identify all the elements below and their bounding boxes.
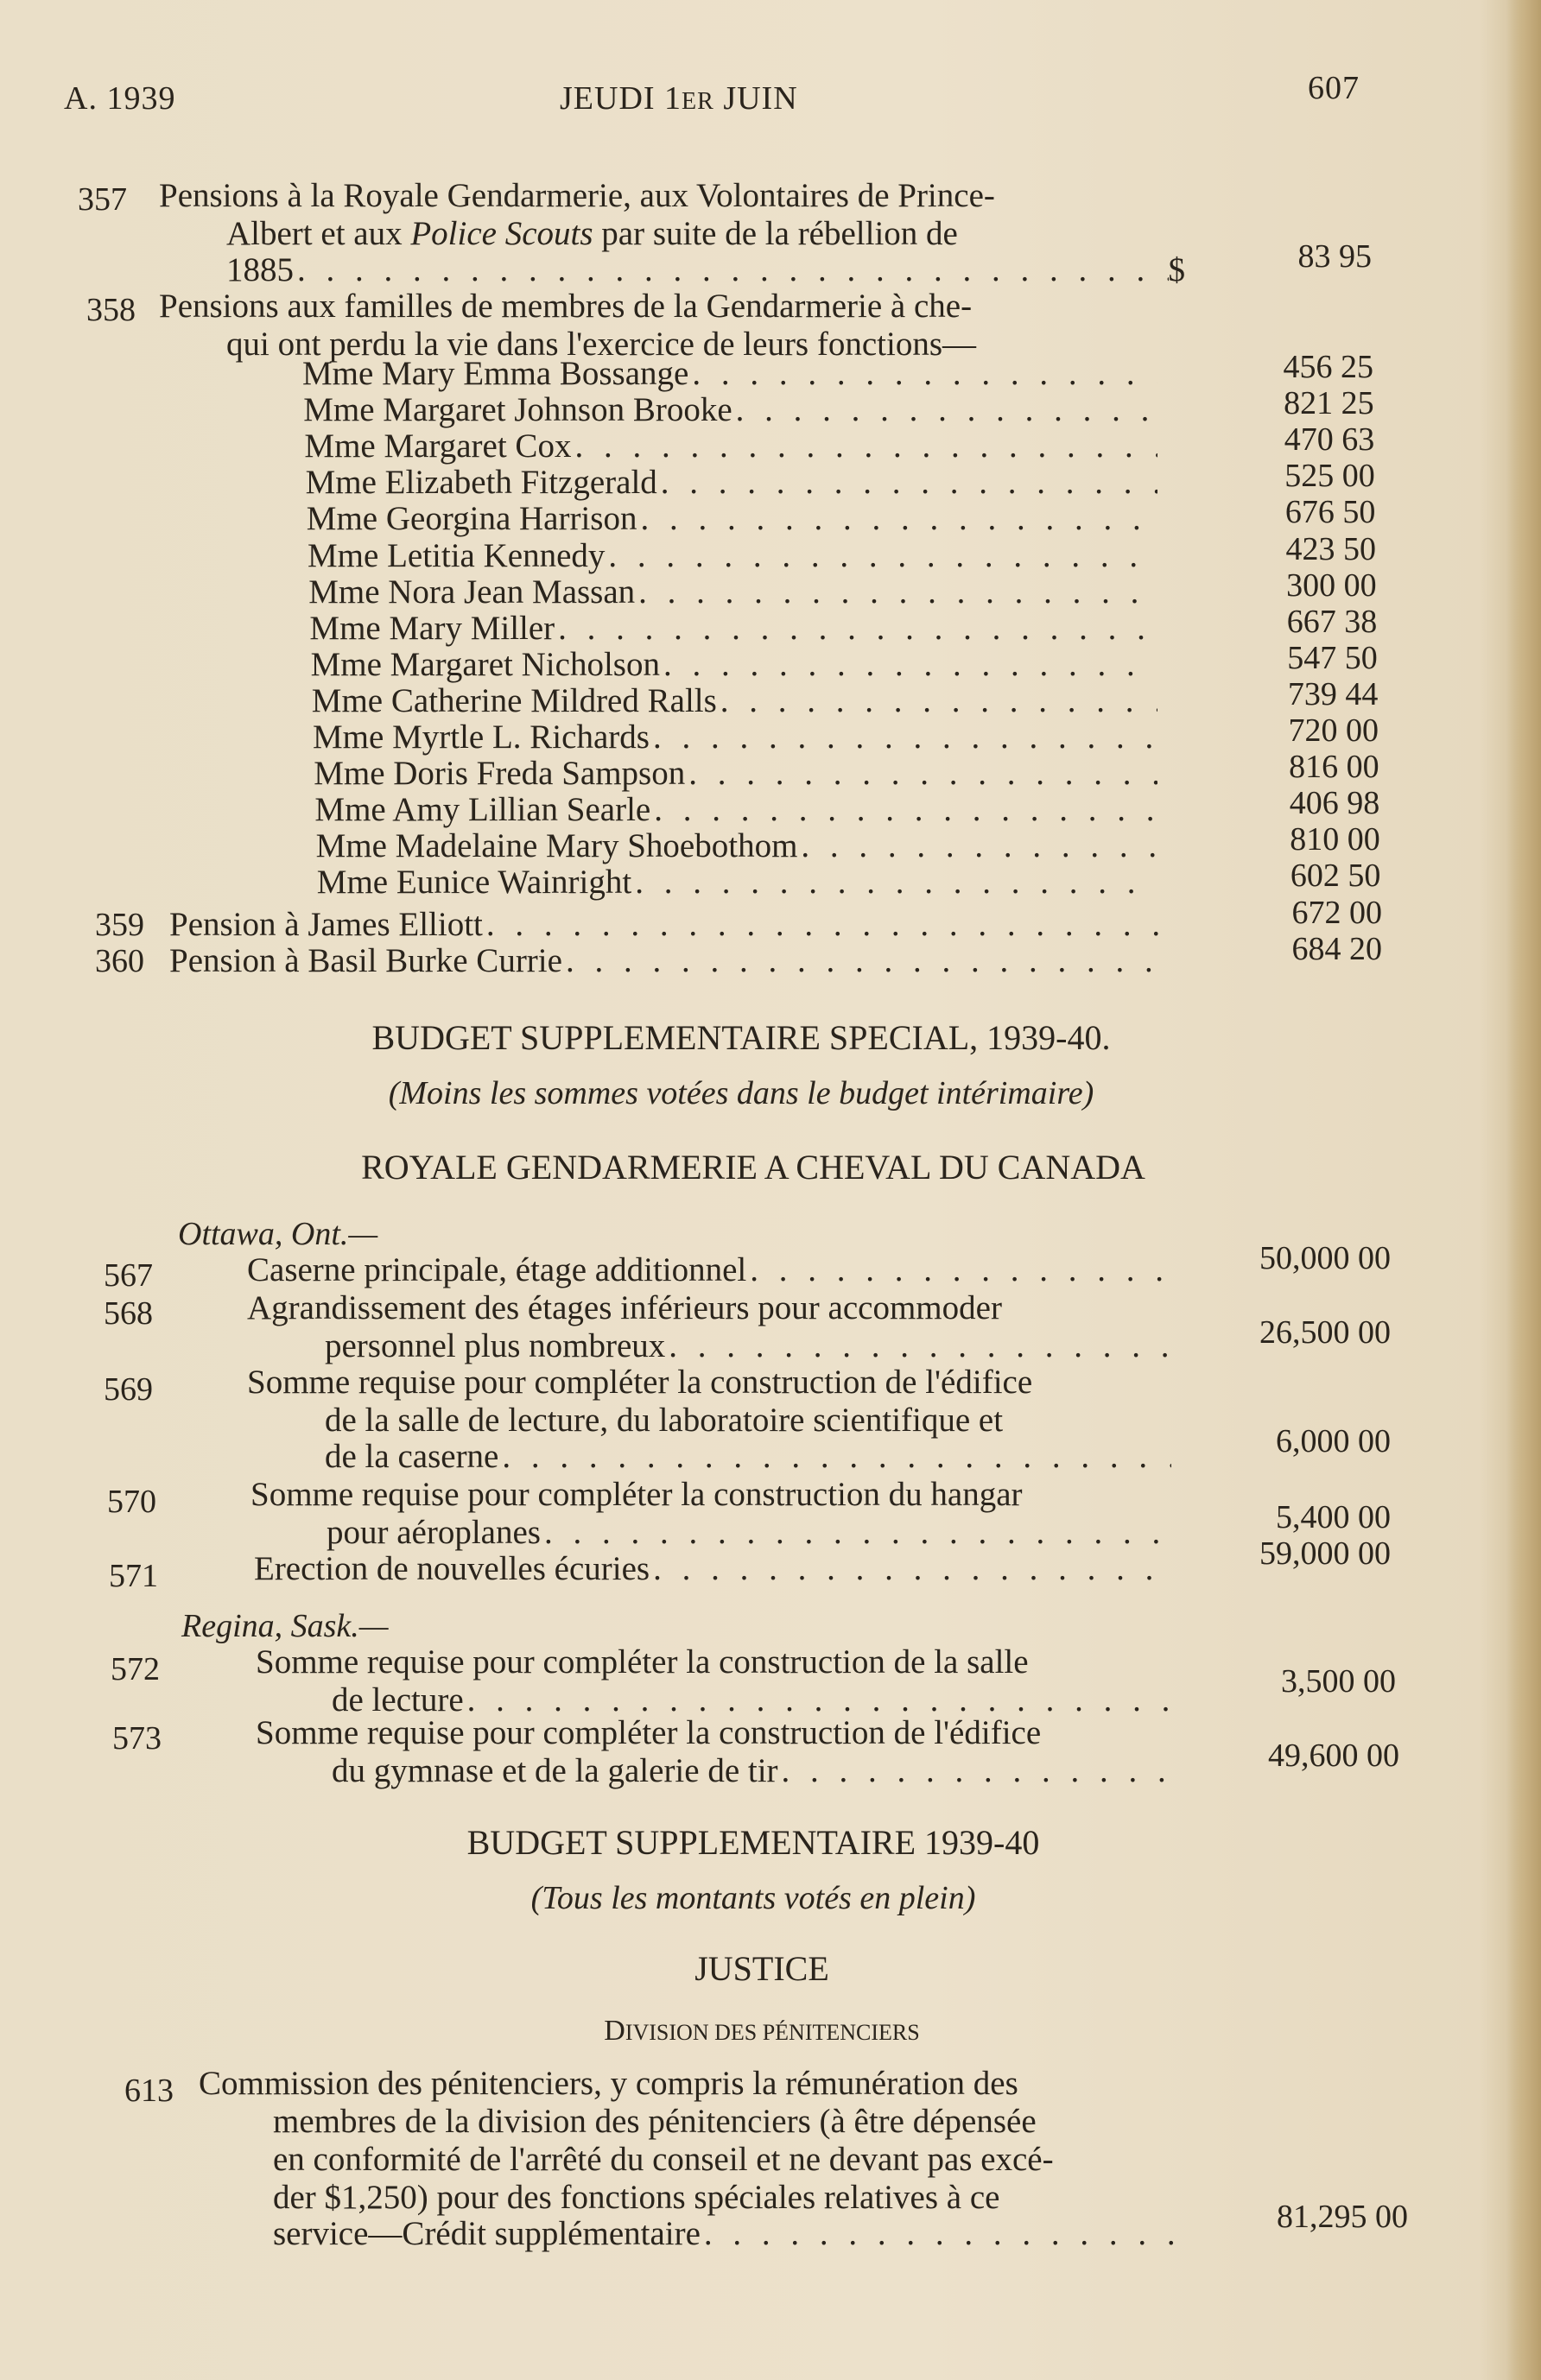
pensioner-amount: 667 38 [1286, 603, 1378, 640]
pension-row-359 [169, 907, 1163, 943]
pensioner-row [309, 611, 1157, 647]
pension-row-360 [169, 943, 1163, 979]
pensioner-name: Mme Mary Emma Bossange [302, 355, 689, 392]
leader-dots [736, 392, 1157, 428]
pensioner-amount: 602 50 [1290, 858, 1381, 895]
item-number-357: 357 [78, 181, 127, 218]
leader-dots [297, 252, 1169, 288]
pensioner-amount: 423 50 [1285, 530, 1376, 567]
pensioner-row [304, 428, 1157, 465]
item-613-line2: membres de la division des pénitenciers (à être dépensée [273, 2103, 1037, 2140]
pensioner-name: Mme Madelaine Mary Shoebothom [315, 827, 798, 865]
pension-label: Pension à James Elliott [169, 906, 483, 943]
item-569-amount: 6,000 00 [1276, 1423, 1391, 1459]
item-number-613: 613 [124, 2073, 174, 2109]
pensioner-row [312, 683, 1157, 719]
pensioner-row [302, 356, 1157, 392]
item-569-line1: Somme requise pour compléter la construction de l'édifice [247, 1364, 1033, 1401]
item-568-label2: personnel plus nombreux [325, 1327, 666, 1364]
item-number-571: 571 [109, 1558, 158, 1594]
division-heading-rest: IVISION DES PÉNITENCIERS [625, 2020, 920, 2045]
leader-dots [635, 864, 1157, 901]
leader-dots [720, 683, 1157, 719]
leader-dots [750, 1252, 1171, 1288]
pensioner-row [306, 465, 1157, 501]
leader-dots [669, 1328, 1171, 1364]
item-568-line2 [325, 1328, 1171, 1364]
item-572-amount: 3,500 00 [1281, 1663, 1396, 1700]
leader-dots [704, 2216, 1187, 2252]
item-613-amount: 81,295 00 [1277, 2199, 1408, 2235]
pensioner-name: Mme Mary Miller [309, 609, 555, 647]
header-date-main: JEUDI 1 [560, 80, 682, 117]
item-357-year: 1885 [226, 251, 294, 288]
pensioner-row [307, 501, 1157, 537]
item-573-label2: du gymnase et de la galerie de tir [332, 1752, 778, 1789]
item-number-568: 568 [104, 1295, 153, 1332]
pensioner-name: Mme Letitia Kennedy [308, 536, 606, 574]
item-569-label3: de la caserne [325, 1438, 499, 1475]
pensioner-row [314, 756, 1157, 792]
header-date [560, 79, 798, 117]
pension-amount-360: 684 20 [1291, 931, 1382, 967]
section-subtitle-special: (Moins les sommes votées dans le budget intérimaire) [388, 1075, 1094, 1111]
item-571-label: Erection de nouvelles écuries [254, 1550, 650, 1587]
item-570-amount: 5,400 00 [1276, 1499, 1391, 1535]
pensioner-row [303, 392, 1157, 428]
item-571-line1 [254, 1551, 1173, 1587]
leader-dots [663, 647, 1157, 683]
section-subtitle-supplementary: (Tous les montants votés en plein) [530, 1880, 976, 1916]
pensioner-name: Mme Margaret Cox [304, 427, 572, 465]
item-572-label2: de lecture [332, 1681, 464, 1719]
pensioner-amount: 676 50 [1284, 494, 1376, 531]
section-heading-justice: JUSTICE [694, 1949, 829, 1988]
leader-dots [574, 428, 1157, 465]
item-570-line2 [327, 1515, 1173, 1551]
pensioner-row [311, 647, 1157, 683]
header-date-sup: ER [682, 88, 714, 115]
item-number-359: 359 [95, 907, 144, 943]
item-570-label2: pour aéroplanes [327, 1514, 541, 1551]
leader-dots [801, 828, 1157, 864]
dollar-sign: $ [1168, 251, 1185, 288]
item-572-line1: Somme requise pour compléter la construction de la salle [256, 1643, 1029, 1681]
pensioner-amount: 821 25 [1284, 385, 1374, 422]
pensioner-amount: 739 44 [1287, 675, 1379, 712]
section-title-special: BUDGET SUPPLEMENTAIRE SPECIAL, 1939-40. [371, 1018, 1111, 1057]
item-358-line1: Pensions aux familles de membres de la Gendarmerie à che- [159, 288, 973, 325]
item-613-line3: en conformité de l'arrêté du conseil et ne devant pas excé- [273, 2141, 1054, 2178]
pensioner-row [308, 574, 1157, 611]
leader-dots [558, 611, 1157, 647]
section-title-supplementary: BUDGET SUPPLEMENTAIRE 1939-40 [466, 1823, 1040, 1862]
pensioner-amount: 300 00 [1286, 567, 1377, 604]
leader-dots [467, 1682, 1178, 1719]
pensioner-amount: 720 00 [1288, 712, 1379, 749]
item-number-569: 569 [104, 1371, 153, 1408]
leader-dots [544, 1515, 1173, 1551]
leader-dots [640, 501, 1157, 537]
pensioner-name: Mme Doris Freda Sampson [314, 755, 686, 793]
pensioner-row [308, 538, 1157, 574]
item-571-amount: 59,000 00 [1259, 1535, 1391, 1572]
pensioner-name: Mme Elizabeth Fitzgerald [305, 464, 657, 502]
division-heading-cap: D [604, 2015, 625, 2047]
item-613-label5: service—Crédit supplémentaire [273, 2215, 701, 2252]
pensioner-amount: 525 00 [1284, 458, 1375, 495]
item-567-line1 [247, 1252, 1171, 1288]
item-357-line2a: Albert et aux [226, 215, 411, 252]
item-573-line2 [332, 1753, 1182, 1789]
leader-dots [653, 1551, 1173, 1587]
item-357-amount: 83 95 [1297, 238, 1372, 275]
header-year: A. 1939 [64, 80, 176, 117]
pensioner-name: Mme Catherine Mildred Ralls [311, 681, 717, 719]
pensioner-name: Mme Georgina Harrison [306, 500, 637, 538]
leader-dots [692, 356, 1157, 392]
item-number-358: 358 [86, 292, 136, 328]
page-number: 607 [1308, 70, 1360, 106]
pension-label: Pension à Basil Burke Currie [169, 942, 562, 979]
pensioner-amount: 470 63 [1284, 421, 1375, 459]
item-613-line5 [273, 2216, 1187, 2252]
pensioner-row [317, 864, 1157, 901]
leader-dots [661, 465, 1157, 501]
item-570-line1: Somme requise pour compléter la construction du hangar [250, 1476, 1023, 1513]
item-572-line2 [332, 1682, 1178, 1719]
leader-dots [566, 943, 1163, 979]
item-number-567: 567 [104, 1257, 153, 1294]
leader-dots [502, 1439, 1171, 1475]
leader-dots [782, 1753, 1182, 1789]
item-357-police-scouts: Police Scouts [410, 215, 593, 252]
pensioner-name: Mme Nora Jean Massan [308, 573, 636, 611]
header-date-end: JUIN [713, 80, 798, 117]
division-heading [0, 2012, 1532, 2052]
leader-dots [486, 907, 1163, 943]
item-573-line1: Somme requise pour compléter la construction de l'édifice [256, 1714, 1042, 1751]
pensioner-row [316, 828, 1157, 864]
item-number-572: 572 [111, 1651, 160, 1687]
item-number-570: 570 [107, 1484, 156, 1520]
pensioner-row [313, 719, 1157, 756]
item-358-line2: qui ont perdu la vie dans l'exercice de leurs fonctions— [226, 326, 976, 363]
item-568-line1: Agrandissement des étages inférieurs pour accommoder [247, 1289, 1002, 1326]
item-567-amount: 50,000 00 [1259, 1240, 1391, 1276]
location-ottawa: Ottawa, Ont.— [178, 1216, 378, 1252]
item-569-line3 [325, 1439, 1171, 1475]
item-357-line3 [226, 252, 1185, 288]
pensioner-name: Mme Margaret Johnson Brooke [303, 391, 732, 429]
item-613-line4: der $1,250) pour des fonctions spéciales relatives à ce [273, 2179, 1000, 2216]
leader-dots [653, 719, 1157, 756]
pensioner-name: Mme Amy Lillian Searle [314, 791, 651, 829]
pensioner-amount: 456 25 [1283, 349, 1373, 385]
pensioner-amount: 810 00 [1290, 821, 1380, 858]
section-heading-rcmp: ROYALE GENDARMERIE A CHEVAL DU CANADA [361, 1148, 1145, 1187]
item-573-amount: 49,600 00 [1268, 1738, 1399, 1774]
item-568-amount: 26,500 00 [1259, 1314, 1391, 1351]
item-357-line2c: par suite de la rébellion de [593, 215, 958, 252]
pensioner-name: Mme Margaret Nicholson [310, 645, 660, 683]
leader-dots [638, 574, 1157, 611]
item-357-line2 [226, 216, 958, 252]
item-number-573: 573 [112, 1720, 162, 1757]
leader-dots [654, 792, 1157, 828]
pensioner-amount: 406 98 [1289, 785, 1380, 822]
pension-amount-359: 672 00 [1291, 895, 1382, 931]
leader-dots [608, 538, 1157, 574]
pensioner-amount: 816 00 [1289, 749, 1379, 786]
item-567-label: Caserne principale, étage additionnel [247, 1251, 747, 1288]
pensioner-row [314, 792, 1157, 828]
item-569-line2: de la salle de lecture, du laboratoire scientifique et [325, 1402, 1004, 1439]
item-357-line1: Pensions à la Royale Gendarmerie, aux Volontaires de Prince- [159, 177, 995, 214]
leader-dots [688, 756, 1157, 792]
pensioner-name: Mme Eunice Wainright [316, 864, 632, 902]
item-613-line1: Commission des pénitenciers, y compris la rémunération des [199, 2065, 1018, 2102]
pensioner-amount: 547 50 [1287, 639, 1378, 676]
location-regina: Regina, Sask.— [181, 1608, 389, 1644]
item-number-360: 360 [95, 943, 144, 979]
pensioner-name: Mme Myrtle L. Richards [313, 718, 650, 756]
